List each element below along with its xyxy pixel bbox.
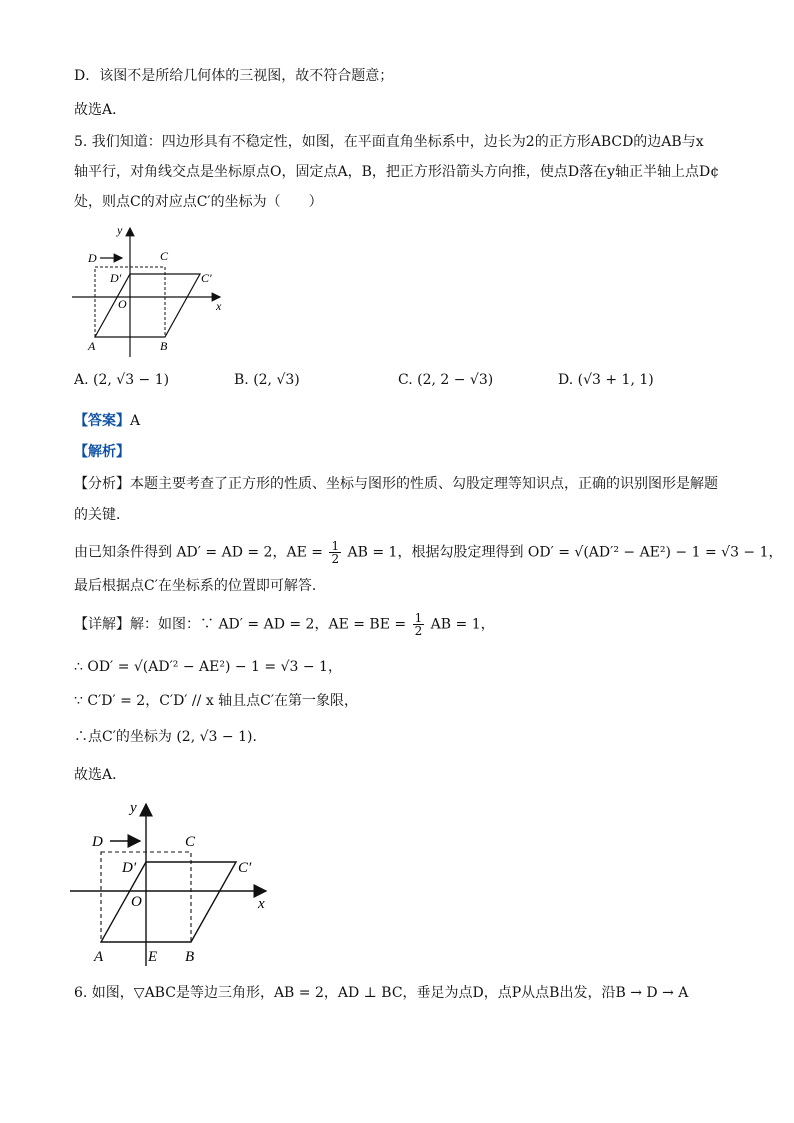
because-line: ∵ C′D′ = 2，C′D′ // x 轴且点C′在第一象限， — [74, 693, 359, 709]
label-x: x — [258, 896, 265, 912]
half-fraction: $\frac{1}{2}$ — [331, 539, 340, 566]
label-c: C — [160, 249, 169, 263]
conclusion-line: 最后根据点C′在坐标系的位置即可解答． — [74, 578, 326, 594]
known-part-b: AB = 1，根据勾股定理得到 OD′ = √(AD′² − AE²) − 1 = √3 − 1， — [347, 544, 783, 561]
choose-a-line: 故选A． — [74, 102, 127, 118]
question-6-line-1: 6. 如图，▽ABC是等边三角形，AB = 2，AD ⊥ BC，垂足为点D，点P从点B出发，沿B → D → A — [74, 985, 689, 1001]
analysis-tag: 【解析】 — [74, 444, 130, 460]
label-e: E — [148, 949, 158, 965]
analysis-line-1: 【分析】本题主要考查了正方形的性质、坐标与图形的性质、勾股定理等知识点，正确的识别图形是解题 — [74, 476, 718, 492]
label-c-prime: C′ — [238, 860, 252, 876]
figure-1-diagram — [70, 222, 240, 357]
label-b: B — [185, 949, 195, 965]
label-y: y — [130, 800, 137, 816]
question-5-line-3: 处，则点C的对应点C′的坐标为（ ） — [74, 194, 323, 210]
option-c: C. (2, 2 − √3) — [398, 372, 494, 388]
label-d: D — [92, 834, 103, 850]
known-conditions-line — [74, 540, 783, 565]
answer-value: A — [130, 413, 141, 429]
answer-line — [74, 412, 140, 430]
label-d-prime: D′ — [110, 271, 122, 285]
figure-2-diagram — [68, 798, 283, 970]
answer-tag: 【答案】 — [74, 413, 130, 429]
detail-line — [74, 612, 495, 637]
therefore-line-1: ∴ OD′ = √(AD′² − AE²) − 1 = √3 − 1， — [74, 659, 342, 675]
label-c: C — [185, 834, 196, 850]
label-o: O — [131, 894, 142, 910]
half-fraction-2: $\frac{1}{2}$ — [414, 611, 423, 638]
label-a: A — [88, 339, 96, 353]
therefore-line-2: ∴点C′的坐标为 (2, √3 − 1)． — [74, 729, 267, 745]
label-d: D — [88, 251, 97, 265]
d-option-line: D．该图不是所给几何体的三视图，故不符合题意； — [74, 68, 394, 84]
detail-part-b: AB = 1， — [430, 616, 495, 633]
option-b: B. (2, √3) — [234, 372, 300, 388]
label-x: x — [216, 299, 222, 313]
label-b: B — [160, 339, 168, 353]
analysis-line-2: 的关键． — [74, 507, 130, 523]
choose-a-line-2: 故选A． — [74, 767, 127, 783]
label-y: y — [117, 223, 123, 237]
question-5-line-2: 轴平行，对角线交点是坐标原点O，固定点A，B，把正方形沿箭头方向推，使点D落在y轴正半轴上点D¢ — [74, 164, 720, 180]
label-c-prime: C′ — [201, 271, 212, 285]
label-a: A — [94, 949, 104, 965]
label-d-prime: D′ — [122, 860, 137, 876]
detail-part-a: 【详解】解：如图：∵ AD′ = AD = 2，AE = BE = — [74, 616, 407, 633]
known-part-a: 由已知条件得到 AD′ = AD = 2，AE = — [74, 544, 323, 561]
question-5-line-1: 5. 我们知道：四边形具有不稳定性，如图，在平面直角坐标系中，边长为2的正方形ABCD的边AB与x — [74, 134, 704, 150]
option-a: A. (2, √3 − 1) — [74, 372, 170, 388]
option-d: D. (√3 + 1, 1) — [558, 372, 654, 388]
label-o: O — [118, 297, 127, 311]
